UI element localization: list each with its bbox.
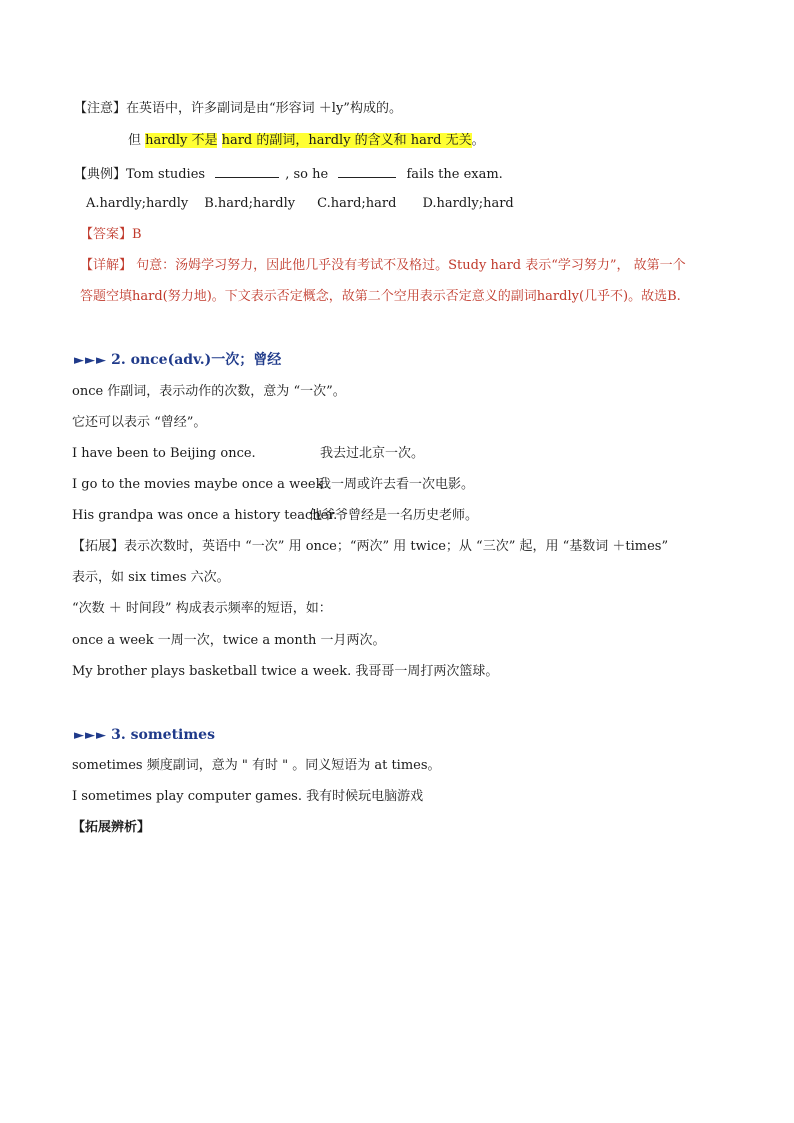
example-en-3: His grandpa was once a history teacher. [72,508,338,523]
triangle-arrows-icon: ►►► [74,728,107,743]
detail-line-1 [80,258,686,274]
section3-title: 3. sometimes [111,727,215,743]
detail-line-2 [80,289,681,305]
answer-blank-2 [338,165,396,178]
note-but-line [128,133,485,149]
option-a: A.hardly;hardly [86,196,189,211]
extension-line-1 [72,539,668,555]
section3-text-2: I sometimes play computer games. 我有时候玩电脑游戏 [72,789,424,804]
option-b: B.hard;hardly [204,196,296,211]
options-line [86,196,514,212]
example-label: 【典例】 [74,167,127,182]
note-line [74,101,402,117]
highlight-text-2: hard 的副词，hardly 的含义和 hard 无关 [221,133,472,148]
analysis-label: 【拓展辨析】 [72,820,151,835]
section2-text-1: once 作副词，表示动作的次数，意为 “一次”。 [72,384,346,399]
extension-label: 【拓展】 [72,539,125,554]
example-sentence-a: Tom studies [126,167,206,182]
detail-label: 【详解】 [80,258,133,273]
answer-line [80,227,142,243]
note-end: 。 [471,133,485,148]
note-but: 但 [128,133,142,148]
extension-line-2: 表示，如 six times 六次。 [72,570,230,585]
section2-heading [74,352,281,369]
section3-heading [74,727,215,744]
example-sentence-b: , so he [285,167,329,182]
example-zh-3: 他爷爷曾经是一名历史老师。 [309,508,479,523]
example-sentence-c: fails the exam. [406,167,503,182]
extension-line-5: My brother plays basketball twice a week. 我哥哥一周打两次篮球。 [72,664,499,679]
example-zh-2: 我一周或许去看一次电影。 [318,477,475,492]
example-zh-1: 我去过北京一次。 [320,446,425,461]
note-label: 【注意】 [74,101,127,116]
section2-title: 2. once(adv.)一次；曾经 [111,352,282,368]
option-d: D.hardly;hard [422,196,514,211]
detail-text-2: 答题空填hard(努力地)。下文表示否定概念，故第二个空用表示否定意义的副词hardly(几乎不)。故选B. [80,289,681,304]
extension-text-1: 表示次数时，英语中 “一次” 用 once；“两次” 用 twice；从 “三次” 起，用 “基数词 ＋times” [124,539,669,554]
triangle-arrows-icon: ►►► [74,353,107,368]
example-en-1: I have been to Beijing once. [72,446,256,461]
answer-label: 【答案】 [80,227,133,242]
detail-text-1: 句意：汤姆学习努力，因此他几乎没有考试不及格过。Study hard 表示“学习努力”， 故第一个 [136,258,686,273]
highlight-text-1: hardly 不是 [145,133,218,148]
answer-blank-1 [215,165,279,178]
section2-text-2: 它还可以表示 “曾经”。 [72,415,207,430]
extension-line-3: “次数 ＋ 时间段” 构成表示频率的短语，如： [72,601,332,616]
note-text: 在英语中，许多副词是由“形容词 ＋ly”构成的。 [126,101,402,116]
extension-line-4: once a week 一周一次，twice a month 一月两次。 [72,633,386,648]
section3-text-1: sometimes 频度副词，意为 " 有时 " 。同义短语为 at times。 [72,758,441,773]
option-c: C.hard;hard [317,196,397,211]
answer-value: B [132,227,142,242]
example-line [74,165,503,183]
example-en-2: I go to the movies maybe once a week. [72,477,328,492]
